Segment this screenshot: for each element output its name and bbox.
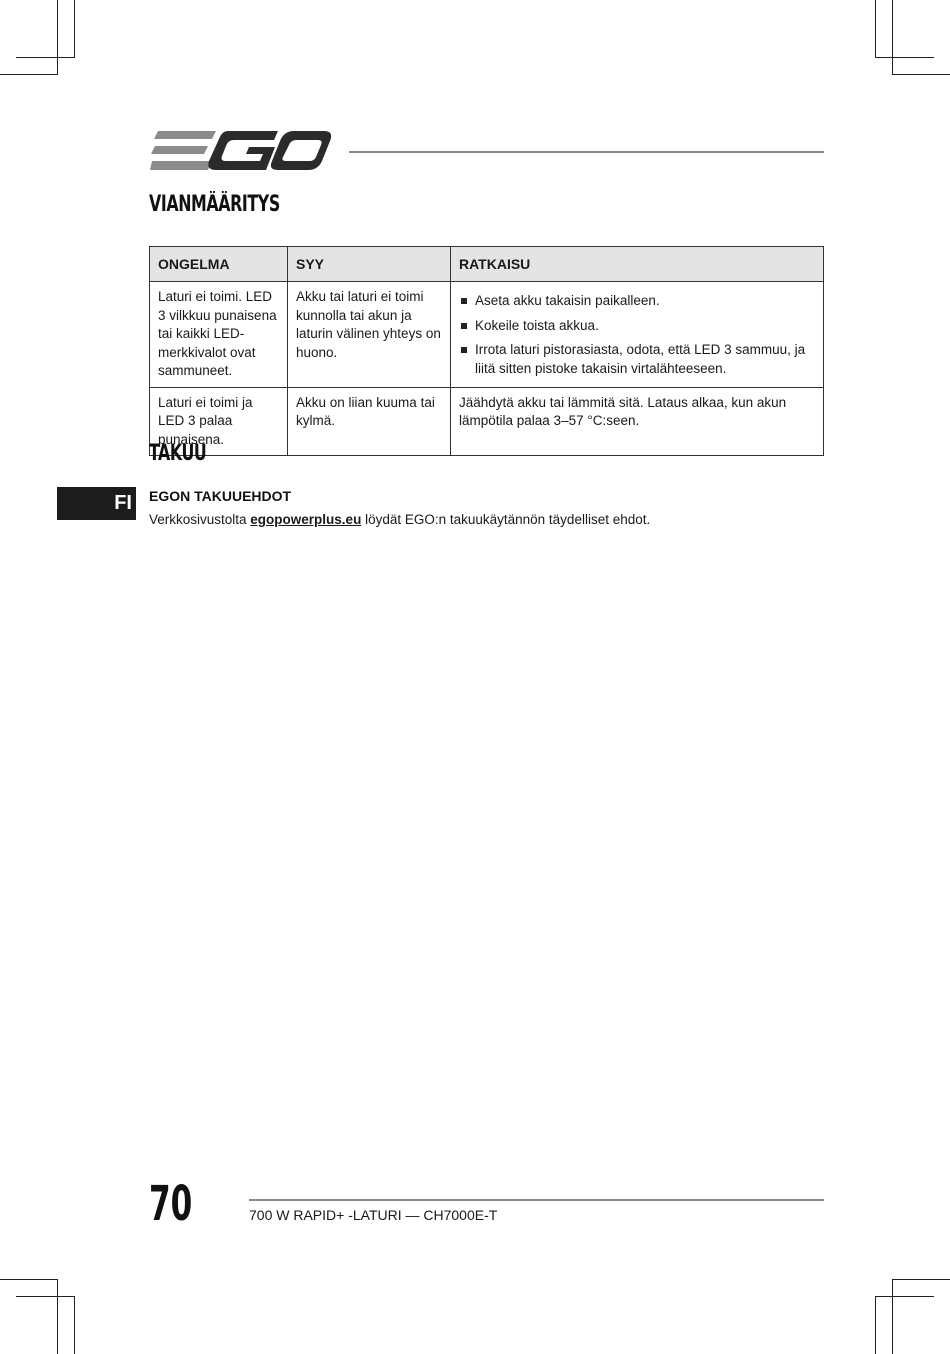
column-header-solution: RATKAISU <box>451 247 824 282</box>
warranty-link[interactable]: egopowerplus.eu <box>250 512 362 527</box>
crop-mark <box>875 1296 934 1297</box>
ego-logo <box>150 130 332 172</box>
problem-cell: Laturi ei toimi ja LED 3 palaa punaisena. <box>150 387 288 456</box>
solution-cell <box>451 282 824 388</box>
problem-cell: Laturi ei toimi. LED 3 vilkkuu punaisena tai kaikki LED-merkkivalot ovat sammuneet. <box>150 282 288 388</box>
crop-mark <box>57 1279 58 1354</box>
crop-mark <box>0 1279 58 1280</box>
warranty-paragraph <box>149 512 650 527</box>
crop-mark <box>875 1296 876 1354</box>
crop-mark <box>74 0 75 58</box>
footer-rule <box>249 1199 824 1201</box>
table-row <box>150 282 824 388</box>
table-row <box>150 387 824 456</box>
footer-product-name: 700 W RAPID+ -LATURI — CH7000E-T <box>249 1207 498 1223</box>
solution-cell: Jäähdytä akku tai lämmitä sitä. Lataus alkaa, kun akun lämpötila palaa 3–57 °C:seen. <box>451 387 824 456</box>
section-title-troubleshooting: VIANMÄÄRITYS <box>149 192 280 217</box>
column-header-cause: SYY <box>288 247 451 282</box>
solution-list <box>459 288 815 378</box>
crop-mark <box>0 74 58 75</box>
crop-mark <box>16 57 75 58</box>
warranty-text-before: Verkkosivustolta <box>149 512 251 527</box>
crop-mark <box>16 1296 75 1297</box>
crop-mark <box>892 0 893 75</box>
column-header-problem: ONGELMA <box>150 247 288 282</box>
table-header-row <box>150 247 824 282</box>
crop-mark <box>892 1279 950 1280</box>
crop-mark <box>875 0 876 58</box>
solution-item: Aseta akku takaisin paikalleen. <box>459 292 815 311</box>
crop-mark <box>892 1279 893 1354</box>
language-tab-label: FI <box>114 492 132 514</box>
section-title-warranty: TAKUU <box>149 441 207 466</box>
troubleshooting-table <box>149 246 824 456</box>
cause-cell: Akku tai laturi ei toimi kunnolla tai akun ja laturin välinen yhteys on huono. <box>288 282 451 388</box>
crop-mark <box>74 1296 75 1354</box>
solution-item: Kokeile toista akkua. <box>459 317 815 336</box>
cause-cell: Akku on liian kuuma tai kylmä. <box>288 387 451 456</box>
warranty-text-after: löydät EGO:n takuukäytännön täydelliset ehdot. <box>361 512 651 527</box>
solution-item: Irrota laturi pistorasiasta, odota, että LED 3 sammuu, ja liitä sitten pistoke takaisin virtalähteeseen. <box>459 341 815 378</box>
warranty-subheading: EGON TAKUUEHDOT <box>149 488 292 504</box>
page-number: 70 <box>149 1176 193 1232</box>
crop-mark <box>892 74 950 75</box>
crop-mark <box>57 0 58 75</box>
language-tab <box>57 487 136 520</box>
header-rule <box>349 151 824 153</box>
crop-mark <box>875 57 934 58</box>
